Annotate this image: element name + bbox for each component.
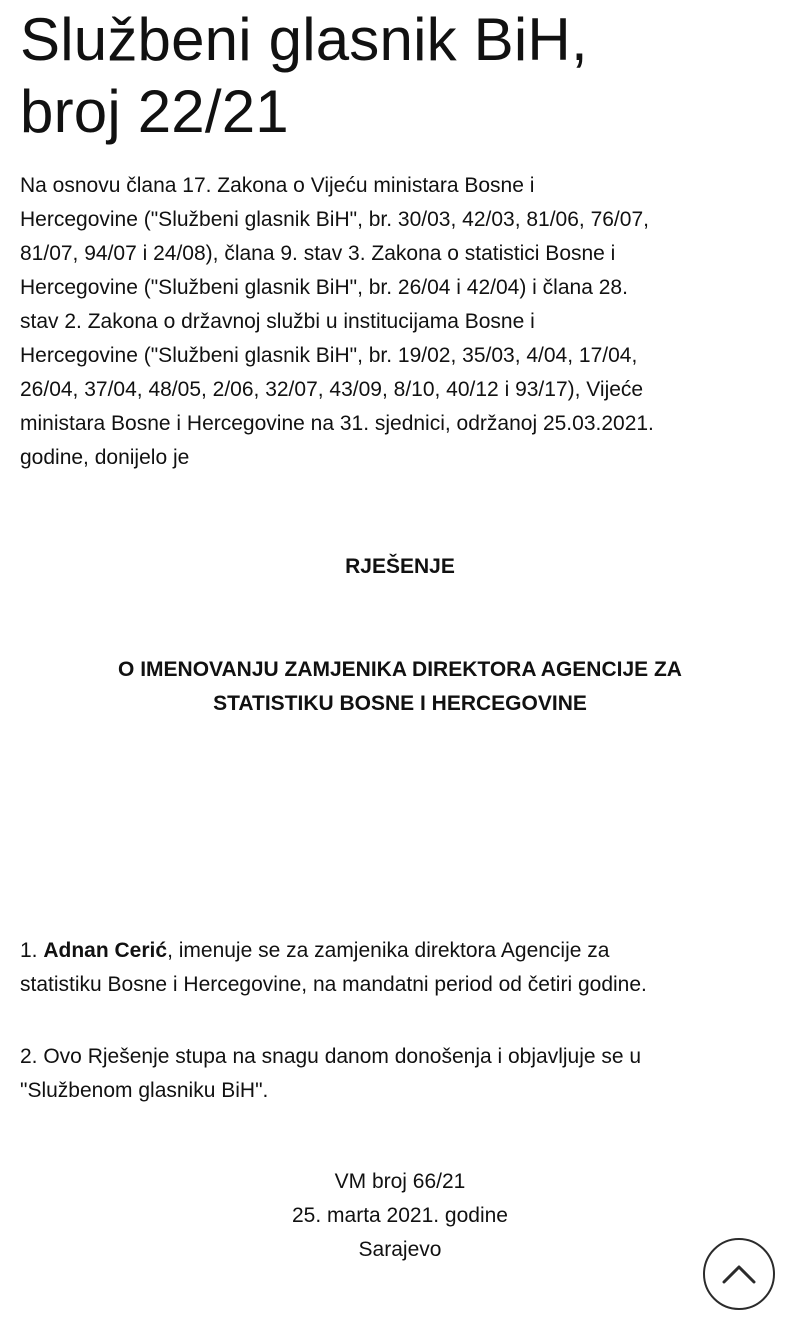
- intro-line: Hercegovine ("Službeni glasnik BiH", br. 19/02, 35/03, 4/04, 17/04,: [20, 344, 638, 367]
- item-text: , imenuje se za zamjenika direktora Agencije za: [167, 939, 610, 962]
- intro-line: Hercegovine ("Službeni glasnik BiH", br. 26/04 i 42/04) i člana 28.: [20, 276, 628, 299]
- issue-date: 25. marta 2021. godine: [292, 1204, 508, 1227]
- subheading-line-2: STATISTIKU BOSNE I HERCEGOVINE: [213, 692, 587, 715]
- chevron-up-icon: [721, 1263, 757, 1285]
- title-line-2: broj 22/21: [20, 78, 289, 145]
- item-text: "Službenom glasniku BiH".: [20, 1079, 269, 1102]
- subheading-line-1: O IMENOVANJU ZAMJENIKA DIREKTORA AGENCIJE ZA: [118, 658, 682, 681]
- document-footer: [0, 1165, 800, 1267]
- intro-line: godine, donijelo je: [20, 446, 190, 469]
- appointee-name: Adnan Cerić: [43, 939, 168, 962]
- intro-line: stav 2. Zakona o državnoj službi u institucijama Bosne i: [20, 310, 535, 333]
- decision-subheading: [40, 653, 760, 721]
- intro-paragraph: [20, 169, 790, 475]
- intro-line: Na osnovu člana 17. Zakona o Vijeću ministara Bosne i: [20, 174, 535, 197]
- scroll-to-top-button[interactable]: [703, 1238, 775, 1310]
- intro-line: Hercegovine ("Službeni glasnik BiH", br. 30/03, 42/03, 81/06, 76/07,: [20, 208, 649, 231]
- item-text: 2. Ovo Rješenje stupa na snagu danom donošenja i objavljuje se u: [20, 1045, 642, 1068]
- decision-item-2: [20, 1040, 790, 1108]
- page-title: [20, 4, 780, 148]
- decision-item-1: [20, 934, 790, 1002]
- intro-line: ministara Bosne i Hercegovine na 31. sjednici, održanoj 25.03.2021.: [20, 412, 654, 435]
- item-text: statistiku Bosne i Hercegovine, na mandatni period od četiri godine.: [20, 973, 647, 996]
- intro-line: 81/07, 94/07 i 24/08), člana 9. stav 3. Zakona o statistici Bosne i: [20, 242, 616, 265]
- decision-heading: RJEŠENJE: [345, 555, 455, 578]
- intro-line: 26/04, 37/04, 48/05, 2/06, 32/07, 43/09, 8/10, 40/12 i 93/17), Vijeće: [20, 378, 644, 401]
- item-number: 1.: [20, 939, 44, 962]
- issue-place: Sarajevo: [358, 1238, 442, 1261]
- title-line-1: Službeni glasnik BiH,: [20, 6, 588, 73]
- reference-number: VM broj 66/21: [334, 1170, 466, 1193]
